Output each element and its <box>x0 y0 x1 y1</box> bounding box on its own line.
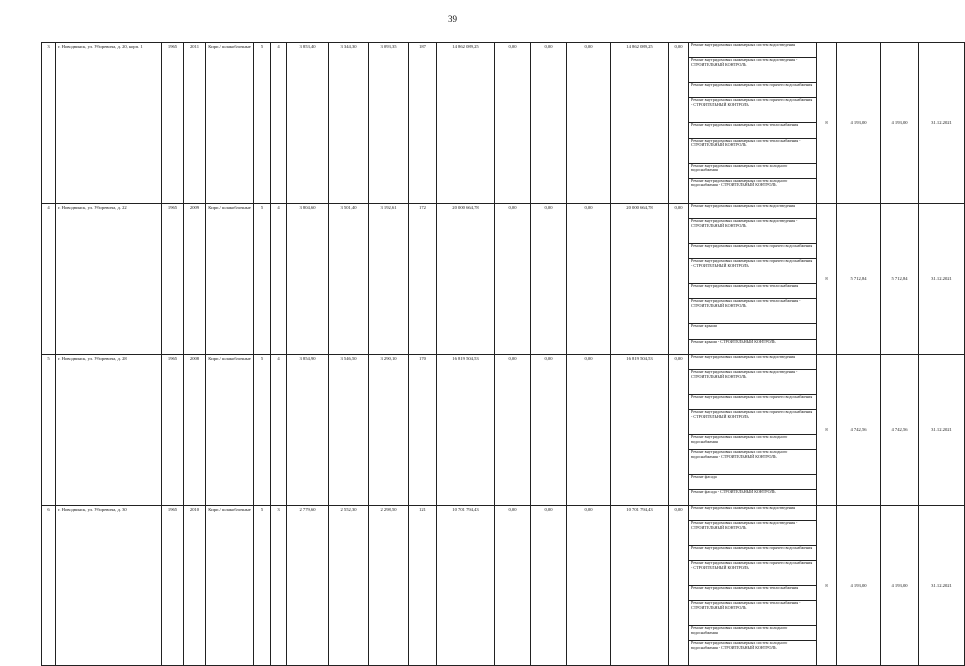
work-type-cell: Ремонт внутридомовых инженерных систем теплоснабжения - СТРОИТЕЛЬНЫЙ КОНТРОЛЬ <box>689 299 817 324</box>
work-type-cell: Ремонт внутридомовых инженерных систем водоотведения <box>689 505 817 520</box>
deadline-cell: 31.12.2021 <box>919 43 965 204</box>
owners-cost-cell: 16 819 504,53 <box>611 354 669 505</box>
deadline-cell: 31.12.2021 <box>919 203 965 354</box>
fund-cost-cell: 0,00 <box>495 203 531 354</box>
year-built-cell: 1965 <box>162 203 184 354</box>
address-cell: г. Новодвинск, ул. Уборевича, д. 22 <box>56 203 162 354</box>
row-number: 3 <box>42 43 56 204</box>
total-cost-cell: 14 862 089,25 <box>437 43 495 204</box>
work-type-cell: Ремонт внутридомовых инженерных систем холодного водоснабжения - СТРОИТЕЛЬНЫЙ КОНТРОЛЬ <box>689 450 817 475</box>
work-type-cell: Ремонт внутридомовых инженерных систем горячего водоснабжения - СТРОИТЕЛЬНЫЙ КОНТРОЛЬ <box>689 259 817 284</box>
work-type-cell: Ремонт внутридомовых инженерных систем водоотведения <box>689 43 817 58</box>
unit-code-cell: 8 <box>817 354 837 505</box>
unit-code-cell: 8 <box>817 505 837 666</box>
year-built-cell: 1965 <box>162 354 184 505</box>
residents-cell: 172 <box>409 203 437 354</box>
year-renovation-cell: 2008 <box>184 354 206 505</box>
residential-area-cell: 3 093,35 <box>369 43 409 204</box>
living-area-cell: 3 501,40 <box>329 203 369 354</box>
table-row <box>42 354 965 369</box>
year-built-cell: 1965 <box>162 505 184 666</box>
total-area-cell: 3 854,90 <box>287 354 329 505</box>
work-type-cell: Ремонт внутридомовых инженерных систем холодного водоснабжения <box>689 163 817 178</box>
work-type-cell: Ремонт внутридомовых инженерных систем горячего водоснабжения <box>689 394 817 409</box>
living-area-cell: 2 552,30 <box>329 505 369 666</box>
wall-material-cell: Кирп./ шлакоблочные <box>206 203 254 354</box>
owners-cost-cell: 10 701 794,43 <box>611 505 669 666</box>
work-type-cell: Ремонт крыши <box>689 324 817 339</box>
work-type-cell: Ремонт внутридомовых инженерных систем горячего водоснабжения - СТРОИТЕЛЬНЫЙ КОНТРОЛЬ <box>689 561 817 586</box>
region-cost-cell: 0,00 <box>531 43 567 204</box>
year-renovation-cell: 2009 <box>184 203 206 354</box>
row-number: 5 <box>42 354 56 505</box>
other-cost-cell: 0,00 <box>669 505 689 666</box>
residents-cell: 121 <box>409 505 437 666</box>
residential-area-cell: 3 192,61 <box>369 203 409 354</box>
fund-cost-cell: 0,00 <box>495 505 531 666</box>
unit-code-cell: 8 <box>817 203 837 354</box>
address-cell: г. Новодвинск, ул. Уборевича, д. 30 <box>56 505 162 666</box>
other-cost-cell: 0,00 <box>669 203 689 354</box>
owners-cost-cell: 20 000 664,78 <box>611 203 669 354</box>
year-renovation-cell: 2010 <box>184 505 206 666</box>
other-cost-cell: 0,00 <box>669 354 689 505</box>
municipal-cost-cell: 0,00 <box>567 505 611 666</box>
work-type-cell: Ремонт внутридомовых инженерных систем теплоснабжения <box>689 586 817 601</box>
unit-cost-cell: 5 712,84 <box>837 203 881 354</box>
work-type-cell: Ремонт внутридомовых инженерных систем водоотведения - СТРОИТЕЛЬНЫЙ КОНТРОЛЬ <box>689 520 817 545</box>
work-type-cell: Ремонт крыши - СТРОИТЕЛЬНЫЙ КОНТРОЛЬ <box>689 339 817 354</box>
total-area-cell: 3 804,60 <box>287 203 329 354</box>
floors-cell: 5 <box>254 354 271 505</box>
wall-material-cell: Кирп./ шлакоблочные <box>206 43 254 204</box>
total-area-cell: 3 853,40 <box>287 43 329 204</box>
floors-cell: 5 <box>254 505 271 666</box>
table-row <box>42 505 965 520</box>
work-type-cell: Ремонт внутридомовых инженерных систем теплоснабжения - СТРОИТЕЛЬНЫЙ КОНТРОЛЬ <box>689 138 817 163</box>
other-cost-cell: 0,00 <box>669 43 689 204</box>
wall-material-cell: Кирп./ шлакоблочные <box>206 354 254 505</box>
table-row <box>42 203 965 218</box>
work-type-cell: Ремонт внутридомовых инженерных систем водоотведения <box>689 354 817 369</box>
work-type-cell: Ремонт внутридомовых инженерных систем холодного водоснабжения <box>689 435 817 450</box>
unit-cost-cell: 4 742,56 <box>837 354 881 505</box>
fund-cost-cell: 0,00 <box>495 43 531 204</box>
repair-program-table <box>41 42 965 666</box>
address-cell: г. Новодвинск, ул. Уборевича, д. 28 <box>56 354 162 505</box>
municipal-cost-cell: 0,00 <box>567 43 611 204</box>
residents-cell: 187 <box>409 43 437 204</box>
fund-cost-cell: 0,00 <box>495 354 531 505</box>
municipal-cost-cell: 0,00 <box>567 203 611 354</box>
year-renovation-cell: 2011 <box>184 43 206 204</box>
page-number: 39 <box>448 14 457 24</box>
floors-cell: 5 <box>254 43 271 204</box>
work-type-cell: Ремонт внутридомовых инженерных систем водоотведения - СТРОИТЕЛЬНЫЙ КОНТРОЛЬ <box>689 369 817 394</box>
unit-cost-cell: 4 193,00 <box>837 505 881 666</box>
total-area-cell: 2 779,60 <box>287 505 329 666</box>
entrances-cell: 4 <box>271 43 287 204</box>
max-unit-cost-cell: 4 193,00 <box>881 43 919 204</box>
deadline-cell: 31.12.2021 <box>919 354 965 505</box>
work-type-cell: Ремонт внутридомовых инженерных систем горячего водоснабжения - СТРОИТЕЛЬНЫЙ КОНТРОЛЬ <box>689 98 817 123</box>
floors-cell: 5 <box>254 203 271 354</box>
year-built-cell: 1965 <box>162 43 184 204</box>
work-type-cell: Ремонт внутридомовых инженерных систем теплоснабжения <box>689 284 817 299</box>
work-type-cell: Ремонт внутридомовых инженерных систем теплоснабжения <box>689 123 817 138</box>
row-number: 4 <box>42 203 56 354</box>
work-type-cell: Ремонт внутридомовых инженерных систем горячего водоснабжения <box>689 545 817 560</box>
work-type-cell: Ремонт внутридомовых инженерных систем холодного водоснабжения <box>689 626 817 641</box>
living-area-cell: 3 546,50 <box>329 354 369 505</box>
region-cost-cell: 0,00 <box>531 505 567 666</box>
entrances-cell: 4 <box>271 354 287 505</box>
total-cost-cell: 20 000 664,78 <box>437 203 495 354</box>
address-cell: г. Новодвинск, ул. Уборевича, д. 20, корп. 1 <box>56 43 162 204</box>
region-cost-cell: 0,00 <box>531 354 567 505</box>
table-row <box>42 43 965 58</box>
deadline-cell: 31.12.2021 <box>919 505 965 666</box>
work-type-cell: Ремонт внутридомовых инженерных систем горячего водоснабжения - СТРОИТЕЛЬНЫЙ КОНТРОЛЬ <box>689 410 817 435</box>
total-cost-cell: 16 819 504,53 <box>437 354 495 505</box>
entrances-cell: 3 <box>271 505 287 666</box>
work-type-cell: Ремонт внутридомовых инженерных систем водоотведения <box>689 203 817 218</box>
max-unit-cost-cell: 4 742,56 <box>881 354 919 505</box>
entrances-cell: 4 <box>271 203 287 354</box>
total-cost-cell: 10 701 794,43 <box>437 505 495 666</box>
wall-material-cell: Кирп./ шлакоблочные <box>206 505 254 666</box>
region-cost-cell: 0,00 <box>531 203 567 354</box>
unit-code-cell: 8 <box>817 43 837 204</box>
living-area-cell: 3 344,30 <box>329 43 369 204</box>
owners-cost-cell: 14 862 089,25 <box>611 43 669 204</box>
work-type-cell: Ремонт фасада - СТРОИТЕЛЬНЫЙ КОНТРОЛЬ <box>689 490 817 505</box>
residents-cell: 170 <box>409 354 437 505</box>
work-type-cell: Ремонт фасада <box>689 475 817 490</box>
work-type-cell: Ремонт внутридомовых инженерных систем холодного водоснабжения - СТРОИТЕЛЬНЫЙ КОНТРОЛЬ <box>689 641 817 666</box>
max-unit-cost-cell: 4 193,00 <box>881 505 919 666</box>
work-type-cell: Ремонт внутридомовых инженерных систем водоотведения - СТРОИТЕЛЬНЫЙ КОНТРОЛЬ <box>689 58 817 83</box>
row-number: 6 <box>42 505 56 666</box>
residential-area-cell: 2 298,50 <box>369 505 409 666</box>
residential-area-cell: 3 290,10 <box>369 354 409 505</box>
work-type-cell: Ремонт внутридомовых инженерных систем холодного водоснабжения - СТРОИТЕЛЬНЫЙ КОНТРОЛЬ <box>689 178 817 203</box>
max-unit-cost-cell: 5 712,84 <box>881 203 919 354</box>
work-type-cell: Ремонт внутридомовых инженерных систем горячего водоснабжения <box>689 243 817 258</box>
work-type-cell: Ремонт внутридомовых инженерных систем горячего водоснабжения <box>689 83 817 98</box>
municipal-cost-cell: 0,00 <box>567 354 611 505</box>
work-type-cell: Ремонт внутридомовых инженерных систем теплоснабжения - СТРОИТЕЛЬНЫЙ КОНТРОЛЬ <box>689 601 817 626</box>
work-type-cell: Ремонт внутридомовых инженерных систем водоотведения - СТРОИТЕЛЬНЫЙ КОНТРОЛЬ <box>689 218 817 243</box>
unit-cost-cell: 4 193,00 <box>837 43 881 204</box>
